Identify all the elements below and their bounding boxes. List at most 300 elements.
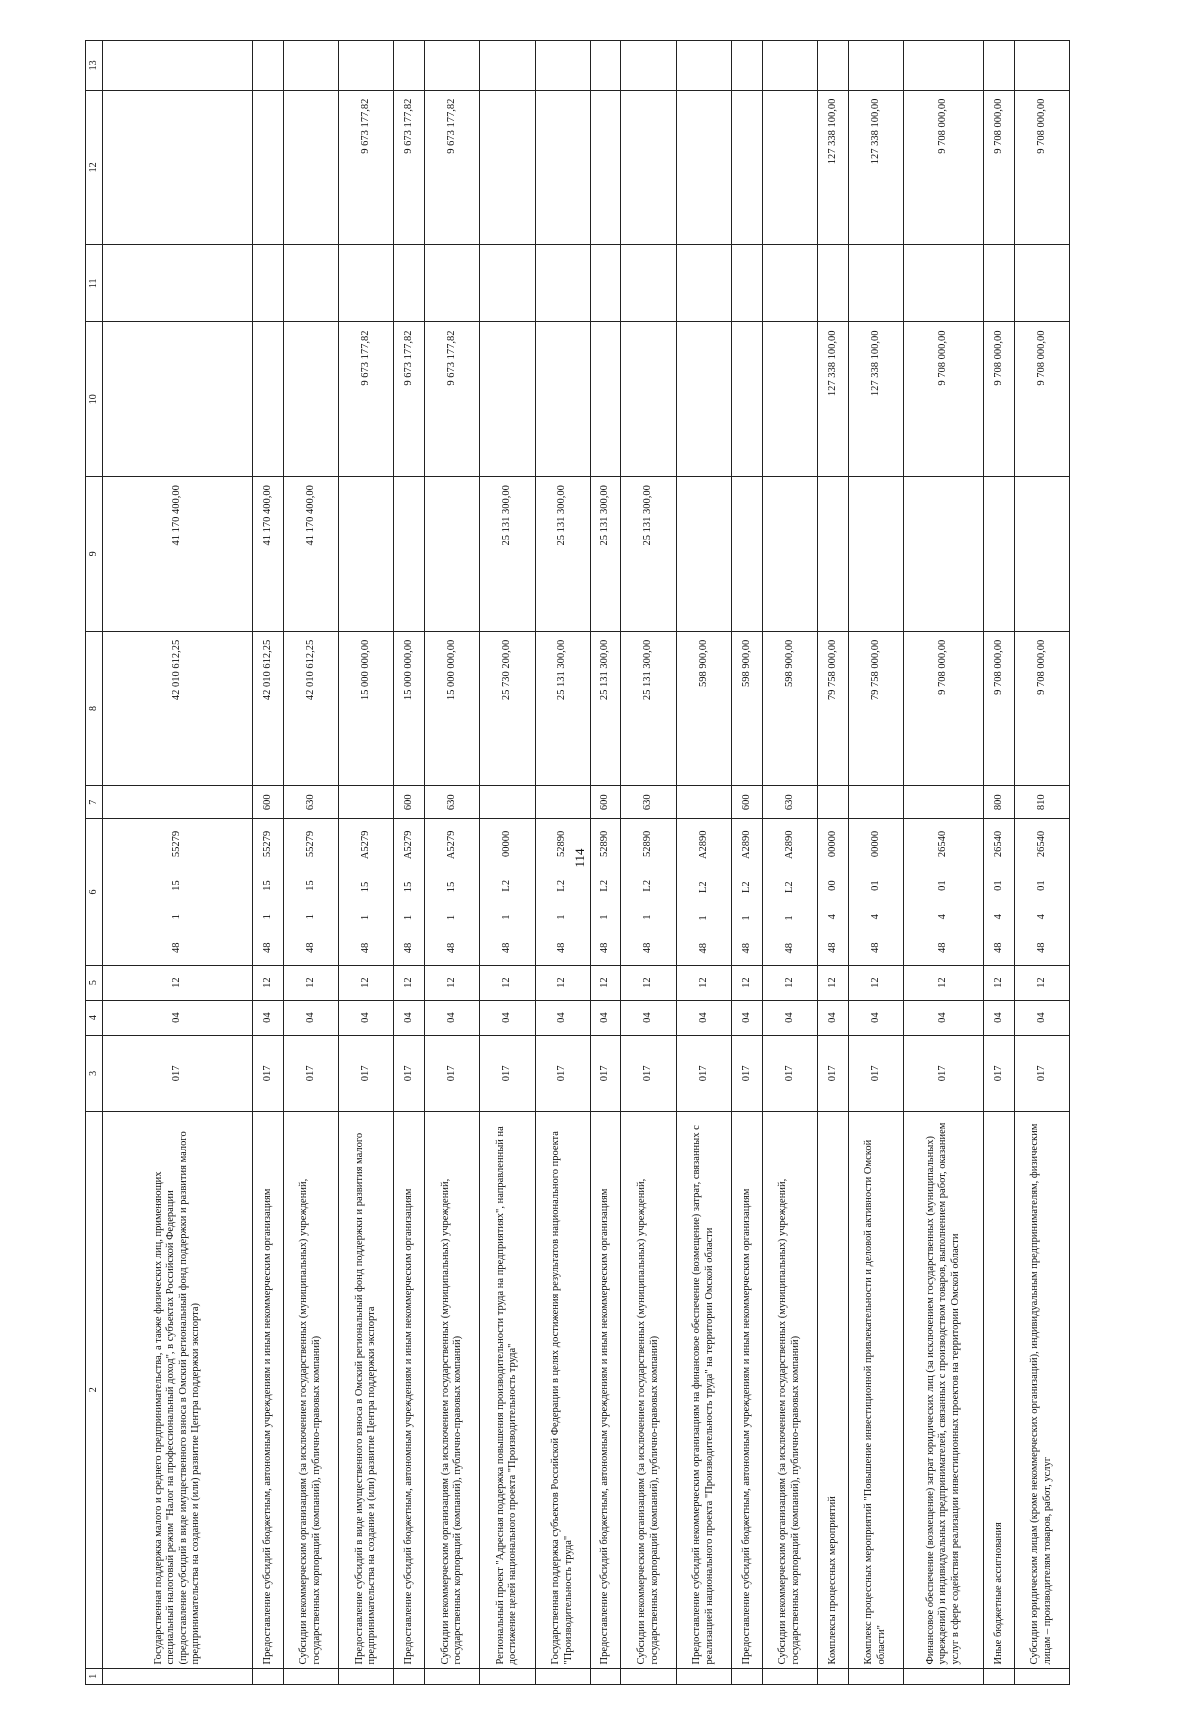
rotated-table-wrapper	[85, 40, 1070, 1685]
section-code-cell: 04	[818, 1000, 849, 1035]
item-name-cell: Субсидии некоммерческим организациям (за исключением государственных (муниципальных) учреждений, государственных корпораций (компаний), публично-правовых компаний)	[283, 1111, 338, 1668]
amount-cell	[676, 41, 731, 91]
target-article-part: L2	[783, 881, 795, 894]
amount-cell: 598 900,00	[762, 631, 817, 786]
target-article-part: 52890	[556, 830, 568, 857]
amount-cell	[394, 245, 425, 322]
ministry-code-cell: 017	[424, 1035, 479, 1111]
table-row	[903, 41, 983, 1685]
subsection-code-cell: 12	[590, 965, 621, 1000]
amount-cell: 15 000 000,00	[394, 631, 425, 786]
amount-cell: 79 758 000,00	[818, 631, 849, 786]
amount-cell: 9 673 177,82	[424, 90, 479, 245]
target-article-parts	[642, 819, 655, 964]
table-row	[253, 41, 284, 1685]
amount-cell: 9 708 000,00	[903, 90, 983, 245]
target-article-part: 1	[599, 914, 611, 920]
column-header: 2	[86, 1111, 103, 1668]
expense-type-cell: 630	[762, 786, 817, 819]
amount-cell	[535, 322, 590, 477]
amount-cell: 127 338 100,00	[848, 322, 903, 477]
amount-cell: 9 708 000,00	[1014, 90, 1069, 245]
amount-cell	[848, 41, 903, 91]
target-article-part: 00000	[501, 830, 513, 857]
amount-cell	[621, 322, 676, 477]
amount-cell	[848, 477, 903, 632]
row-number-cell	[535, 1668, 590, 1684]
table-body	[103, 41, 1070, 1685]
amount-cell	[762, 477, 817, 632]
target-article-part: 15	[402, 881, 414, 893]
target-article-parts	[403, 819, 416, 964]
target-article-part: 15	[261, 880, 273, 891]
page-number: 114	[572, 848, 587, 868]
row-number-cell	[848, 1668, 903, 1684]
column-header: 12	[86, 90, 103, 245]
amount-cell	[338, 245, 393, 322]
target-article-parts	[870, 819, 883, 964]
subsection-code-cell: 12	[903, 965, 983, 1000]
table-row	[103, 41, 253, 1685]
target-article-part: 52890	[599, 830, 611, 857]
column-header: 11	[86, 245, 103, 322]
amount-cell	[283, 322, 338, 477]
amount-cell	[424, 477, 479, 632]
amount-cell	[732, 90, 763, 245]
expense-type-cell: 600	[590, 786, 621, 819]
ministry-code-cell: 017	[983, 1035, 1014, 1111]
target-article-part: 00	[826, 880, 838, 891]
amount-cell	[394, 477, 425, 632]
item-name-cell: Предоставление субсидий в виде имущественного взноса в Омский региональный фонд поддержки и развития малого предпринимательства на создание и (или) развитие Центра поддержки экспорта	[338, 1111, 393, 1668]
target-article-cell	[283, 819, 338, 965]
amount-cell	[253, 90, 284, 245]
ministry-code-cell: 017	[1014, 1035, 1069, 1111]
expense-type-cell: 600	[253, 786, 284, 819]
section-code-cell: 04	[903, 1000, 983, 1035]
expense-type-cell: 600	[732, 786, 763, 819]
column-header: 1	[86, 1668, 103, 1684]
section-code-cell: 04	[535, 1000, 590, 1035]
item-name-cell: Субсидии некоммерческим организациям (за исключением государственных (муниципальных) учреждений, государственных корпораций (компаний), публично-правовых компаний)	[424, 1111, 479, 1668]
column-header: 4	[86, 1000, 103, 1035]
amount-cell	[676, 322, 731, 477]
section-code-cell: 04	[394, 1000, 425, 1035]
target-article-cell	[676, 819, 731, 965]
item-name-cell: Предоставление субсидий бюджетным, автономным учреждениям и иным некоммерческим организациям	[590, 1111, 621, 1668]
amount-cell	[676, 245, 731, 322]
row-number-cell	[590, 1668, 621, 1684]
target-article-part: A5279	[402, 830, 414, 860]
item-name-cell: Предоставление субсидий бюджетным, автономным учреждениям и иным некоммерческим организациям	[394, 1111, 425, 1668]
target-article-part: 48	[501, 942, 513, 954]
table-row	[848, 41, 903, 1685]
target-article-part: 4	[992, 914, 1004, 920]
section-code-cell: 04	[732, 1000, 763, 1035]
target-article-part: 1	[304, 914, 316, 920]
amount-cell	[103, 90, 253, 245]
amount-cell	[983, 477, 1014, 632]
expense-type-cell	[535, 786, 590, 819]
target-article-part: 1	[556, 914, 568, 920]
amount-cell: 42 010 612,25	[253, 631, 284, 786]
target-article-cell	[621, 819, 676, 965]
target-article-part: 48	[826, 942, 838, 954]
subsection-code-cell: 12	[983, 965, 1014, 1000]
amount-cell	[535, 41, 590, 91]
target-article-part: A5279	[359, 830, 371, 860]
table-row	[621, 41, 676, 1685]
target-article-cell	[103, 819, 253, 965]
target-article-part: 48	[402, 942, 414, 954]
target-article-parts	[262, 819, 275, 964]
target-article-part: 48	[304, 942, 316, 954]
target-article-parts	[827, 819, 840, 964]
ministry-code-cell: 017	[394, 1035, 425, 1111]
target-article-parts	[360, 819, 373, 964]
item-name-cell: Государственная поддержка субъектов Российской Федерации в целях достижения результатов национального проекта "Производительность труда"	[535, 1111, 590, 1668]
column-header: 6	[86, 819, 103, 965]
item-name-cell: Субсидии некоммерческим организациям (за исключением государственных (муниципальных) учреждений, государственных корпораций (компаний), публично-правовых компаний)	[762, 1111, 817, 1668]
target-article-part: 55279	[304, 830, 316, 858]
column-header: 13	[86, 41, 103, 91]
amount-cell	[1014, 245, 1069, 322]
target-article-cell	[590, 819, 621, 965]
column-header: 8	[86, 631, 103, 786]
target-article-part: 1	[402, 914, 414, 921]
section-code-cell: 04	[480, 1000, 535, 1035]
item-name-cell: Региональный проект "Адресная поддержка повышения производительности труда на предприятиях", направленный на достижение целей национального проекта "Производительность труда"	[480, 1111, 535, 1668]
target-article-part: A2890	[740, 830, 752, 860]
column-header: 10	[86, 322, 103, 477]
target-article-part: 4	[826, 914, 838, 920]
target-article-cell	[338, 819, 393, 965]
target-article-part: 26540	[992, 830, 1004, 858]
ministry-code-cell: 017	[480, 1035, 535, 1111]
target-article-part: 1	[171, 914, 183, 920]
target-article-part: A5279	[445, 830, 457, 860]
column-header: 7	[86, 786, 103, 819]
amount-cell	[535, 245, 590, 322]
target-article-cell	[903, 819, 983, 965]
ministry-code-cell: 017	[903, 1035, 983, 1111]
row-number-cell	[394, 1668, 425, 1684]
target-article-part: 1	[501, 914, 513, 920]
amount-cell	[732, 41, 763, 91]
amount-cell: 15 000 000,00	[338, 631, 393, 786]
amount-cell: 25 131 300,00	[590, 477, 621, 632]
table-row	[983, 41, 1014, 1685]
target-article-parts	[446, 819, 459, 964]
amount-cell	[590, 322, 621, 477]
target-article-cell	[535, 819, 590, 965]
amount-cell: 25 131 300,00	[535, 631, 590, 786]
target-article-part: 4	[869, 914, 881, 920]
expense-type-cell: 800	[983, 786, 1014, 819]
item-name-cell: Комплексы процессных мероприятий	[818, 1111, 849, 1668]
target-article-part: 48	[642, 942, 654, 954]
target-article-part: 1	[642, 914, 654, 920]
amount-cell: 598 900,00	[676, 631, 731, 786]
row-number-cell	[1014, 1668, 1069, 1684]
target-article-part: 1	[783, 915, 795, 921]
amount-cell: 127 338 100,00	[848, 90, 903, 245]
amount-cell: 9 673 177,82	[424, 322, 479, 477]
amount-cell: 41 170 400,00	[253, 477, 284, 632]
item-name-cell: Субсидии некоммерческим организациям (за исключением государственных (муниципальных) учреждений, государственных корпораций (компаний), публично-правовых компаний)	[621, 1111, 676, 1668]
table-row	[535, 41, 590, 1685]
target-article-part: 48	[1035, 942, 1047, 954]
amount-cell: 42 010 612,25	[103, 631, 253, 786]
target-article-part: 48	[556, 942, 568, 954]
target-article-part: 01	[992, 880, 1004, 891]
amount-cell: 25 131 300,00	[535, 477, 590, 632]
subsection-code-cell: 12	[535, 965, 590, 1000]
column-header: 5	[86, 965, 103, 1000]
item-name-cell: Предоставление субсидий бюджетным, автономным учреждениям и иным некоммерческим организациям	[732, 1111, 763, 1668]
expense-type-cell: 630	[283, 786, 338, 819]
subsection-code-cell: 12	[732, 965, 763, 1000]
section-code-cell: 04	[762, 1000, 817, 1035]
amount-cell	[983, 41, 1014, 91]
expense-type-cell: 630	[621, 786, 676, 819]
amount-cell	[480, 41, 535, 91]
column-number-row	[86, 41, 103, 1685]
target-article-cell	[732, 819, 763, 965]
item-name-cell: Предоставление субсидий некоммерческим организациям на финансовое обеспечение (возмещение) затрат, связанных с реализацией национального проекта "Производительность труда" на территории Омской области	[676, 1111, 731, 1668]
amount-cell	[818, 477, 849, 632]
amount-cell: 9 673 177,82	[338, 90, 393, 245]
target-article-part: L2	[501, 879, 513, 892]
target-article-part: 48	[869, 942, 881, 954]
amount-cell	[535, 90, 590, 245]
amount-cell	[903, 477, 983, 632]
target-article-part: 00000	[826, 830, 838, 858]
target-article-part: L2	[556, 879, 568, 892]
expense-type-cell: 810	[1014, 786, 1069, 819]
target-article-part: L2	[697, 881, 709, 894]
ministry-code-cell: 017	[338, 1035, 393, 1111]
amount-cell	[621, 245, 676, 322]
amount-cell: 15 000 000,00	[424, 631, 479, 786]
target-article-part: 48	[261, 942, 273, 954]
target-article-part: 15	[304, 880, 316, 891]
column-header: 9	[86, 477, 103, 632]
target-article-part: 1	[261, 914, 273, 920]
ministry-code-cell: 017	[590, 1035, 621, 1111]
amount-cell	[590, 90, 621, 245]
amount-cell	[676, 90, 731, 245]
expense-type-cell	[676, 786, 731, 819]
expense-type-cell	[818, 786, 849, 819]
target-article-parts	[741, 819, 754, 964]
row-number-cell	[424, 1668, 479, 1684]
item-name-cell: Иные бюджетные ассигнования	[983, 1111, 1014, 1668]
subsection-code-cell: 12	[394, 965, 425, 1000]
table-row	[1014, 41, 1069, 1685]
amount-cell	[424, 245, 479, 322]
table-row	[818, 41, 849, 1685]
amount-cell: 127 338 100,00	[818, 90, 849, 245]
target-article-parts	[937, 819, 950, 964]
amount-cell	[338, 477, 393, 632]
target-article-part: 48	[740, 942, 752, 954]
target-article-part: 01	[937, 880, 949, 891]
amount-cell	[903, 41, 983, 91]
row-number-cell	[283, 1668, 338, 1684]
amount-cell	[732, 245, 763, 322]
section-code-cell: 04	[848, 1000, 903, 1035]
target-article-part: 00000	[869, 830, 881, 858]
target-article-cell	[424, 819, 479, 965]
amount-cell	[480, 322, 535, 477]
target-article-part: 55279	[171, 830, 183, 858]
amount-cell	[480, 245, 535, 322]
target-article-part: 48	[599, 942, 611, 954]
amount-cell	[732, 477, 763, 632]
amount-cell	[983, 245, 1014, 322]
amount-cell	[762, 245, 817, 322]
ministry-code-cell: 017	[732, 1035, 763, 1111]
amount-cell	[676, 477, 731, 632]
amount-cell: 25 131 300,00	[590, 631, 621, 786]
target-article-parts	[1036, 819, 1049, 964]
amount-cell: 42 010 612,25	[283, 631, 338, 786]
amount-cell: 9 673 177,82	[394, 90, 425, 245]
subsection-code-cell: 12	[103, 965, 253, 1000]
amount-cell: 9 673 177,82	[394, 322, 425, 477]
target-article-part: 4	[937, 914, 949, 920]
amount-cell	[103, 245, 253, 322]
section-code-cell: 04	[424, 1000, 479, 1035]
target-article-part: 55279	[261, 830, 273, 858]
target-article-part: A2890	[783, 830, 795, 860]
target-article-cell	[253, 819, 284, 965]
section-code-cell: 04	[1014, 1000, 1069, 1035]
amount-cell	[480, 90, 535, 245]
amount-cell: 9 708 000,00	[983, 322, 1014, 477]
table-row	[480, 41, 535, 1685]
amount-cell	[283, 90, 338, 245]
amount-cell	[253, 322, 284, 477]
target-article-parts	[698, 819, 711, 964]
amount-cell	[590, 41, 621, 91]
amount-cell: 9 708 000,00	[903, 631, 983, 786]
section-code-cell: 04	[621, 1000, 676, 1035]
amount-cell	[818, 245, 849, 322]
subsection-code-cell: 12	[676, 965, 731, 1000]
amount-cell: 9 708 000,00	[983, 90, 1014, 245]
table-row	[676, 41, 731, 1685]
target-article-part: 48	[171, 942, 183, 954]
ministry-code-cell: 017	[762, 1035, 817, 1111]
row-number-cell	[103, 1668, 253, 1684]
item-name-cell: Комплекс процессных мероприятий "Повышение инвестиционной привлекательности и деловой активности Омской области"	[848, 1111, 903, 1668]
amount-cell	[762, 322, 817, 477]
table-row	[338, 41, 393, 1685]
row-number-cell	[762, 1668, 817, 1684]
row-number-cell	[903, 1668, 983, 1684]
section-code-cell: 04	[283, 1000, 338, 1035]
target-article-parts	[556, 819, 569, 964]
amount-cell	[283, 245, 338, 322]
expense-type-cell	[338, 786, 393, 819]
target-article-part: 01	[1035, 880, 1047, 891]
target-article-cell	[848, 819, 903, 965]
table-row	[762, 41, 817, 1685]
table-row	[424, 41, 479, 1685]
expense-type-cell	[903, 786, 983, 819]
subsection-code-cell: 12	[1014, 965, 1069, 1000]
row-number-cell	[253, 1668, 284, 1684]
target-article-part: 4	[1035, 914, 1047, 920]
expense-type-cell	[103, 786, 253, 819]
target-article-parts	[993, 819, 1006, 964]
amount-cell	[732, 322, 763, 477]
target-article-parts	[599, 819, 612, 964]
target-article-part: 48	[992, 942, 1004, 954]
amount-cell	[1014, 41, 1069, 91]
item-name-cell: Государственная поддержка малого и среднего предпринимательства, а также физических лиц, применяющих специальный налоговый режим "Налог на профессиональный доход", в субъектах Российской Федерации (предоставление субсидий в виде имущественного взноса в Омский региональный фонд поддержки и развития малого предпринимательства на создание и (или) развитие Центра поддержки экспорта)	[103, 1111, 253, 1668]
target-article-cell	[762, 819, 817, 965]
table-row	[732, 41, 763, 1685]
target-article-part: 48	[445, 942, 457, 954]
table-row	[283, 41, 338, 1685]
section-code-cell: 04	[590, 1000, 621, 1035]
target-article-parts	[784, 819, 797, 964]
row-number-cell	[621, 1668, 676, 1684]
column-header: 3	[86, 1035, 103, 1111]
ministry-code-cell: 017	[103, 1035, 253, 1111]
section-code-cell: 04	[676, 1000, 731, 1035]
amount-cell	[253, 245, 284, 322]
target-article-part: L2	[599, 879, 611, 892]
item-name-cell: Финансовое обеспечение (возмещение) затрат юридических лиц (за исключением государственных (муниципальных) учреждений) и индивидуальных предпринимателей, связанных с производством товаров, выполнением работ, оказанием услуг в сфере содействия реализации инвестиционных проектов на территории Омской области	[903, 1111, 983, 1668]
amount-cell	[848, 245, 903, 322]
row-number-cell	[480, 1668, 535, 1684]
subsection-code-cell: 12	[338, 965, 393, 1000]
amount-cell: 9 708 000,00	[983, 631, 1014, 786]
ministry-code-cell: 017	[621, 1035, 676, 1111]
target-article-part: 26540	[1035, 830, 1047, 858]
subsection-code-cell: 12	[762, 965, 817, 1000]
row-number-cell	[732, 1668, 763, 1684]
item-name-cell: Предоставление субсидий бюджетным, автономным учреждениям и иным некоммерческим организациям	[253, 1111, 284, 1668]
ministry-code-cell: 017	[818, 1035, 849, 1111]
subsection-code-cell: 12	[848, 965, 903, 1000]
target-article-part: 26540	[937, 830, 949, 858]
target-article-part: 01	[869, 880, 881, 891]
table-row	[394, 41, 425, 1685]
target-article-part: 48	[359, 942, 371, 954]
target-article-parts	[305, 819, 318, 964]
target-article-cell	[480, 819, 535, 965]
target-article-part: A2890	[697, 830, 709, 860]
section-code-cell: 04	[253, 1000, 284, 1035]
subsection-code-cell: 12	[424, 965, 479, 1000]
row-number-cell	[818, 1668, 849, 1684]
amount-cell: 25 131 300,00	[621, 631, 676, 786]
amount-cell	[253, 41, 284, 91]
amount-cell	[621, 90, 676, 245]
amount-cell	[903, 245, 983, 322]
subsection-code-cell: 12	[818, 965, 849, 1000]
target-article-part: 52890	[642, 830, 654, 857]
ministry-code-cell: 017	[848, 1035, 903, 1111]
amount-cell: 25 131 300,00	[621, 477, 676, 632]
amount-cell	[762, 90, 817, 245]
amount-cell	[621, 41, 676, 91]
